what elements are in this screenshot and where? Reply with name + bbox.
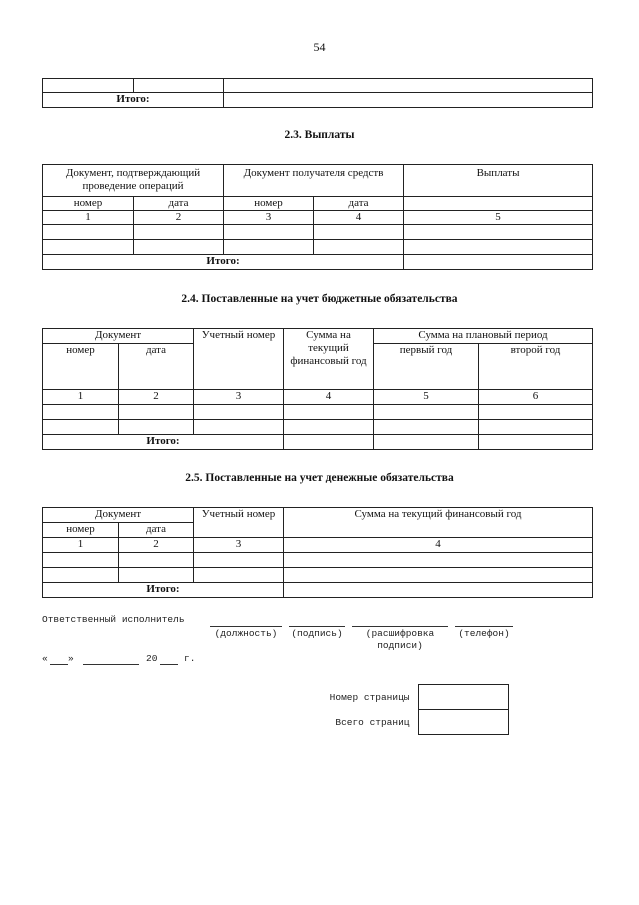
table-cell[interactable] (224, 93, 593, 108)
table-cell[interactable] (284, 420, 374, 435)
table-cell[interactable] (284, 435, 374, 450)
responsible-label: Ответственный исполнитель (42, 614, 185, 625)
table-cell[interactable] (119, 553, 194, 568)
day-line[interactable] (50, 664, 68, 665)
table-cell[interactable] (43, 79, 134, 93)
table-cell[interactable] (134, 225, 224, 240)
position-line[interactable] (210, 626, 282, 627)
column-number: 2 (134, 211, 224, 225)
table-cell[interactable] (404, 255, 593, 270)
column-number: 4 (284, 538, 593, 553)
header-second-year: второй год (479, 344, 593, 390)
table-cell[interactable] (43, 240, 134, 255)
column-number: 2 (119, 390, 194, 405)
section-title-monetary-obligations: 2.5. Поставленные на учет денежные обязательства (185, 472, 454, 484)
table-cell[interactable] (374, 420, 479, 435)
header-date: дата (119, 523, 194, 538)
header-first-year: первый год (374, 344, 479, 390)
table-cell[interactable] (194, 568, 284, 583)
date-close-quote: » (68, 653, 74, 664)
table-cell[interactable] (194, 420, 284, 435)
column-number: 3 (194, 538, 284, 553)
monetary-obligations-table (42, 507, 593, 598)
table-cell[interactable] (404, 240, 593, 255)
header-number: номер (224, 197, 314, 211)
total-pages-label: Всего страниц (335, 716, 410, 728)
table-cell[interactable] (479, 420, 593, 435)
column-number: 2 (119, 538, 194, 553)
signature-line[interactable] (289, 626, 345, 627)
header-planning-period-sum: Сумма на плановый период (374, 329, 593, 344)
table-cell[interactable] (43, 553, 119, 568)
table-cell[interactable] (43, 405, 119, 420)
column-number: 3 (224, 211, 314, 225)
header-payouts: Выплаты (404, 165, 593, 197)
header-recipient-doc: Документ получателя средств (224, 165, 404, 197)
header-current-year-sum: Сумма на текущий финансовый год (284, 508, 593, 538)
table-cell[interactable] (479, 435, 593, 450)
table-cell[interactable] (194, 553, 284, 568)
column-number: 1 (43, 538, 119, 553)
header-account-number: Учетный номер (194, 329, 284, 390)
table-cell[interactable] (284, 553, 593, 568)
table-cell[interactable] (284, 583, 593, 598)
table-cell[interactable] (314, 240, 404, 255)
header-current-year-sum: Сумма на текущий финансовый год (284, 329, 374, 390)
budget-obligations-table (42, 328, 593, 450)
year-line[interactable] (160, 664, 178, 665)
page-number: 54 (313, 40, 326, 54)
payments-table (42, 164, 593, 270)
column-number: 3 (194, 390, 284, 405)
year-suffix: г. (184, 653, 196, 664)
column-number: 5 (374, 390, 479, 405)
table-cell[interactable] (134, 240, 224, 255)
table-cell[interactable] (224, 79, 593, 93)
total-label: Итого: (43, 255, 404, 270)
table-cell[interactable] (284, 568, 593, 583)
header-account-number: Учетный номер (194, 508, 284, 538)
table-cell[interactable] (374, 405, 479, 420)
decoding-caption-2: подписи) (377, 640, 423, 651)
decoding-line[interactable] (352, 626, 448, 627)
table-cell[interactable] (119, 568, 194, 583)
table-cell (404, 197, 593, 211)
table-cell[interactable] (374, 435, 479, 450)
header-number: номер (43, 523, 119, 538)
column-number: 5 (404, 211, 593, 225)
month-line[interactable] (83, 664, 139, 665)
table-cell[interactable] (479, 405, 593, 420)
header-date: дата (119, 344, 194, 390)
table-cell[interactable] (404, 225, 593, 240)
year-prefix: 20 (146, 653, 158, 664)
phone-caption: (телефон) (458, 628, 510, 639)
column-number: 1 (43, 390, 119, 405)
phone-line[interactable] (455, 626, 513, 627)
header-number: номер (43, 344, 119, 390)
total-pages-box[interactable] (418, 710, 508, 735)
header-confirming-doc: Документ, подтверждающий проведение операций (43, 165, 224, 197)
continued-table (42, 78, 593, 108)
date-open-quote: « (42, 653, 48, 664)
table-cell[interactable] (224, 240, 314, 255)
total-label: Итого: (43, 93, 224, 108)
page-number-box[interactable] (418, 685, 508, 710)
header-date: дата (134, 197, 224, 211)
header-date: дата (314, 197, 404, 211)
header-document: Документ (43, 329, 194, 344)
table-cell[interactable] (43, 225, 134, 240)
table-cell[interactable] (314, 225, 404, 240)
total-label: Итого: (43, 435, 284, 450)
table-cell[interactable] (119, 405, 194, 420)
decoding-caption: (расшифровка (365, 628, 435, 639)
section-title-payments: 2.3. Выплаты (284, 129, 355, 141)
position-caption: (должность) (214, 628, 278, 639)
column-number: 1 (43, 211, 134, 225)
column-number: 4 (284, 390, 374, 405)
table-cell[interactable] (134, 79, 224, 93)
signature-caption: (подпись) (291, 628, 343, 639)
table-cell[interactable] (119, 420, 194, 435)
table-cell[interactable] (224, 225, 314, 240)
page-number-label: Номер страницы (329, 691, 410, 703)
column-number: 4 (314, 211, 404, 225)
table-cell[interactable] (43, 420, 119, 435)
header-number: номер (43, 197, 134, 211)
table-cell[interactable] (43, 568, 119, 583)
section-title-budget-obligations: 2.4. Поставленные на учет бюджетные обязательства (181, 293, 458, 305)
page-info-table (318, 684, 509, 735)
total-label: Итого: (43, 583, 284, 598)
column-number: 6 (479, 390, 593, 405)
table-cell[interactable] (194, 405, 284, 420)
header-document: Документ (43, 508, 194, 523)
table-cell[interactable] (284, 405, 374, 420)
